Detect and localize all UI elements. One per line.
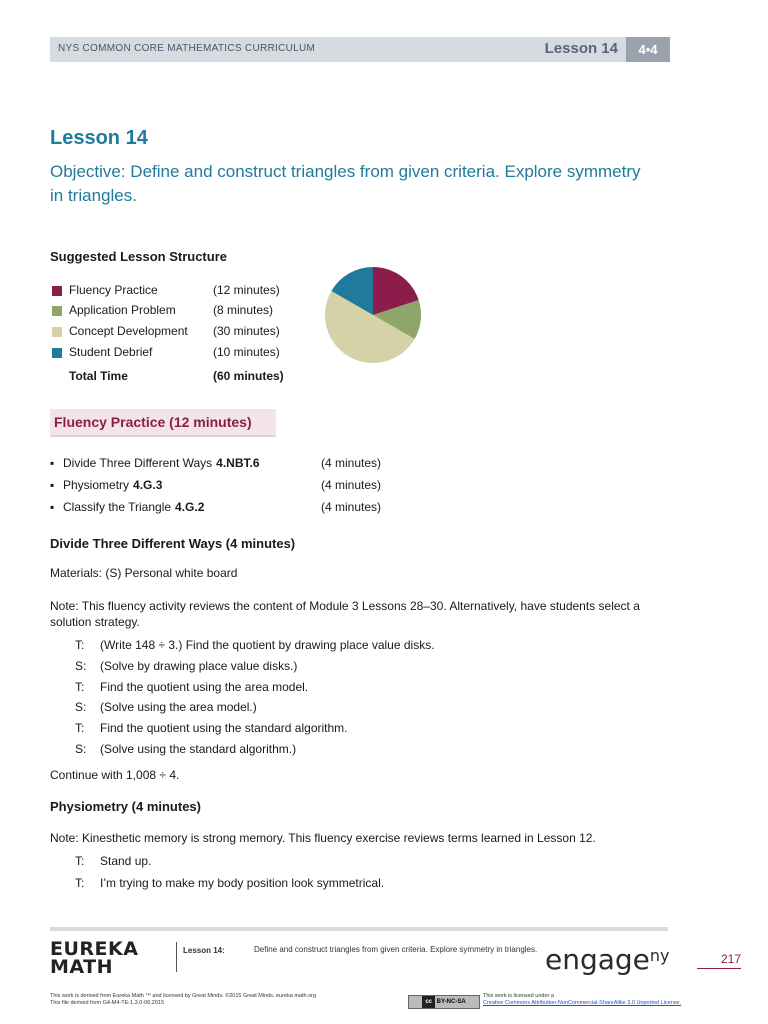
structure-item-label: Fluency Practice [69, 283, 158, 297]
footer-license [483, 993, 681, 1007]
dialogue-text: (Solve by drawing place value disks.) [100, 659, 298, 673]
activity-name: Physiometry [63, 478, 130, 492]
physiometry-heading: Physiometry (4 minutes) [50, 799, 201, 814]
dialogue-speaker: T: [75, 721, 85, 735]
footer-rule [50, 927, 668, 931]
engage-sup: ny [649, 946, 670, 965]
divide-heading: Divide Three Different Ways (4 minutes) [50, 536, 296, 551]
license-link[interactable]: Creative Commons Attribution-NonCommercial-ShareAlike 3.0 Unported License. [483, 1000, 682, 1006]
fluency-banner [50, 409, 276, 437]
structure-heading: Suggested Lesson Structure [50, 249, 227, 264]
dialogue-line [75, 680, 308, 694]
total-label: Total Time [69, 369, 128, 383]
footer-objective: Define and construct triangles from given criteria. Explore symmetry in triangles. [254, 945, 538, 954]
activity-name: Divide Three Different Ways [63, 456, 213, 470]
page-number: 217 [697, 952, 741, 969]
dialogue-speaker: S: [75, 700, 87, 714]
logo-line-1: EUREKA [50, 938, 139, 960]
engage-text: engage [545, 943, 650, 976]
dialogue-line [75, 638, 435, 652]
dialogue-line [75, 742, 296, 756]
activity-name: Classify the Triangle [63, 500, 172, 514]
creative-commons-badge-icon: cc BY-NC-SA [408, 995, 480, 1009]
lesson-objective: Objective: Define and construct triangles from given criteria. Explore symmetry in triangles. [50, 162, 641, 205]
structure-item-label: Application Problem [69, 303, 176, 317]
footer-divider [176, 942, 177, 972]
header-module: 4•4 [626, 37, 670, 62]
activity-minutes: (4 minutes) [321, 478, 382, 492]
dialogue-speaker: T: [75, 876, 85, 890]
legend-swatch [52, 327, 62, 337]
divide-note: Note: This fluency activity reviews the content of Module 3 Lessons 28–30. Alternatively, have students select a solution strategy. [50, 599, 640, 629]
dialogue-text: Find the quotient using the standard algorithm. [100, 721, 348, 735]
footer-lesson: Lesson 14: [183, 946, 225, 955]
dialogue-speaker: S: [75, 659, 87, 673]
dialogue-speaker: T: [75, 680, 85, 694]
cc-badge-label: BY-NC-SA [436, 999, 466, 1005]
lesson-structure-pie-chart [324, 266, 422, 364]
total-minutes: (60 minutes) [213, 369, 284, 383]
activity-standard: 4.G.2 [175, 500, 205, 514]
dialogue-text: I’m trying to make my body position look symmetrical. [100, 876, 385, 890]
dialogue-line [75, 876, 384, 890]
legend-swatch [52, 306, 62, 316]
eureka-math-logo [50, 940, 138, 976]
structure-item-minutes: (8 minutes) [213, 303, 274, 317]
activity-minutes: (4 minutes) [321, 500, 382, 514]
dialogue-text: (Solve using the standard algorithm.) [100, 742, 297, 756]
divide-materials: Materials: (S) Personal white board [50, 566, 238, 580]
divide-continue: Continue with 1,008 ÷ 4. [50, 768, 180, 782]
legend-swatch [52, 286, 62, 296]
physiometry-note: Note: Kinesthetic memory is strong memory. This fluency exercise reviews terms learned in Lesson 12. [50, 831, 596, 845]
bullet-icon: ▪ [50, 500, 55, 514]
logo-line-2: MATH [50, 956, 113, 978]
fluency-banner-label: Fluency Practice (12 minutes) [54, 414, 252, 430]
bullet-icon: ▪ [50, 456, 55, 470]
dialogue-text: Stand up. [100, 854, 152, 868]
engageny-logo [545, 943, 670, 976]
legend-swatch [52, 348, 62, 358]
dialogue-speaker: T: [75, 638, 85, 652]
structure-item-minutes: (10 minutes) [213, 345, 280, 359]
structure-item-label: Student Debrief [69, 345, 153, 359]
dialogue-line [75, 854, 151, 868]
activity-standard: 4.NBT.6 [216, 456, 260, 470]
page-header [50, 37, 670, 62]
dialogue-line [75, 700, 257, 714]
activity-standard: 4.G.3 [133, 478, 163, 492]
credit-line-1: This work is derived from Eureka Math ™ and licensed by Great Minds. ©2015 Great Minds. eureka math.org [50, 993, 317, 999]
header-lesson: Lesson 14 [544, 40, 618, 57]
dialogue-speaker: T: [75, 854, 85, 868]
dialogue-line [75, 659, 297, 673]
structure-item-minutes: (12 minutes) [213, 283, 280, 297]
footer-credit [50, 993, 316, 1007]
structure-item-label: Concept Development [69, 324, 188, 338]
credit-line-2: This file derived from G4-M4-TE-1.3.0-06.2015 [50, 1000, 165, 1006]
license-line: This work is licensed under a [483, 993, 554, 999]
dialogue-speaker: S: [75, 742, 87, 756]
dialogue-text: Find the quotient using the area model. [100, 680, 309, 694]
dialogue-text: (Solve using the area model.) [100, 700, 257, 714]
structure-item-minutes: (30 minutes) [213, 324, 280, 338]
activity-minutes: (4 minutes) [321, 456, 382, 470]
dialogue-text: (Write 148 ÷ 3.) Find the quotient by drawing place value disks. [100, 638, 435, 652]
lesson-title: Lesson 14 [50, 127, 148, 149]
curriculum-title: NYS COMMON CORE MATHEMATICS CURRICULUM [58, 43, 316, 54]
dialogue-line [75, 721, 348, 735]
bullet-icon: ▪ [50, 478, 55, 492]
